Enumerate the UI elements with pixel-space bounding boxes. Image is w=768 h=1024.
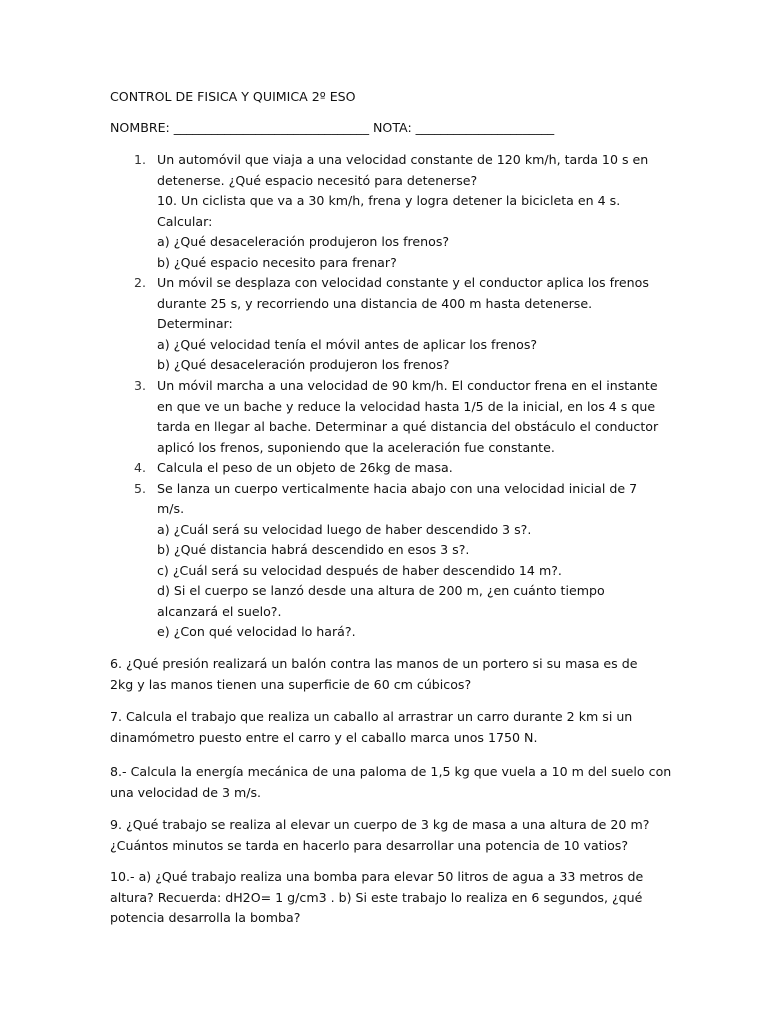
question-line: Calcula el peso de un objeto de 26kg de masa. xyxy=(157,460,453,475)
question-line: e) ¿Con qué velocidad lo hará?. xyxy=(157,624,356,639)
question-line: b) ¿Qué desaceleración produjeron los frenos? xyxy=(157,357,450,372)
question-line: Un automóvil que viaja a una velocidad constante de 120 km/h, tarda 10 s en xyxy=(157,152,649,167)
question-line: Un móvil se desplaza con velocidad constante y el conductor aplica los frenos xyxy=(157,275,649,290)
document-title: CONTROL DE FISICA Y QUIMICA 2º ESO xyxy=(110,89,356,104)
question-line: 10. Un ciclista que va a 30 km/h, frena y logra detener la bicicleta en 4 s. xyxy=(157,193,621,208)
question-line: a) ¿Cuál será su velocidad luego de haber descendido 3 s?. xyxy=(157,522,532,537)
question-number: 3. xyxy=(134,378,147,393)
question-number: 4. xyxy=(134,460,147,475)
question-paragraph-line: 9. ¿Qué trabajo se realiza al elevar un cuerpo de 3 kg de masa a una altura de 20 m? xyxy=(110,817,650,832)
question-line: b) ¿Qué distancia habrá descendido en esos 3 s?. xyxy=(157,542,470,557)
question-paragraph-line: dinamómetro puesto entre el carro y el caballo marca unos 1750 N. xyxy=(110,730,538,745)
question-paragraph-line: altura? Recuerda: dH2O= 1 g/cm3 . b) Si este trabajo lo realiza en 6 segundos, ¿qué xyxy=(110,890,643,905)
question-paragraph-line: 10.- a) ¿Qué trabajo realiza una bomba para elevar 50 litros de agua a 33 metros de xyxy=(110,869,644,884)
question-paragraph-line: ¿Cuántos minutos se tarda en hacerlo para desarrollar una potencia de 10 vatios? xyxy=(110,838,629,853)
question-number: 2. xyxy=(134,275,147,290)
question-line: c) ¿Cuál será su velocidad después de haber descendido 14 m?. xyxy=(157,563,562,578)
question-line: a) ¿Qué desaceleración produjeron los frenos? xyxy=(157,234,450,249)
question-line: alcanzará el suelo?. xyxy=(157,604,282,619)
question-line: b) ¿Qué espacio necesito para frenar? xyxy=(157,255,397,270)
question-paragraph-line: una velocidad de 3 m/s. xyxy=(110,785,262,800)
question-line: tarda en llegar al bache. Determinar a qué distancia del obstáculo el conductor xyxy=(157,419,659,434)
question-line: m/s. xyxy=(157,501,185,516)
question-line: d) Si el cuerpo se lanzó desde una altura de 200 m, ¿en cuánto tiempo xyxy=(157,583,605,598)
question-line: en que ve un bache y reduce la velocidad hasta 1/5 de la inicial, en los 4 s que xyxy=(157,399,656,414)
question-line: Calcular: xyxy=(157,214,213,229)
question-line: detenerse. ¿Qué espacio necesitó para detenerse? xyxy=(157,173,478,188)
question-number: 1. xyxy=(134,152,147,167)
question-paragraph-line: 2kg y las manos tienen una superficie de 60 cm cúbicos? xyxy=(110,677,472,692)
question-paragraph-line: 8.- Calcula la energía mecánica de una paloma de 1,5 kg que vuela a 10 m del suelo con xyxy=(110,764,672,779)
question-line: Un móvil marcha a una velocidad de 90 km/h. El conductor frena en el instante xyxy=(157,378,658,393)
question-paragraph-line: 6. ¿Qué presión realizará un balón contra las manos de un portero si su masa es de xyxy=(110,656,638,671)
question-number: 5. xyxy=(134,481,147,496)
question-line: durante 25 s, y recorriendo una distancia de 400 m hasta detenerse. xyxy=(157,296,593,311)
question-paragraph-line: potencia desarrolla la bomba? xyxy=(110,910,301,925)
question-paragraph-line: 7. Calcula el trabajo que realiza un caballo al arrastrar un carro durante 2 km si un xyxy=(110,709,633,724)
question-line: a) ¿Qué velocidad tenía el móvil antes de aplicar los frenos? xyxy=(157,337,538,352)
question-line: Se lanza un cuerpo verticalmente hacia abajo con una velocidad inicial de 7 xyxy=(157,481,638,496)
name-grade-line: NOMBRE: _______________________________ NOTA: ______________________ xyxy=(110,120,555,135)
question-line: Determinar: xyxy=(157,316,233,331)
question-line: aplicó los frenos, suponiendo que la aceleración fue constante. xyxy=(157,440,555,455)
